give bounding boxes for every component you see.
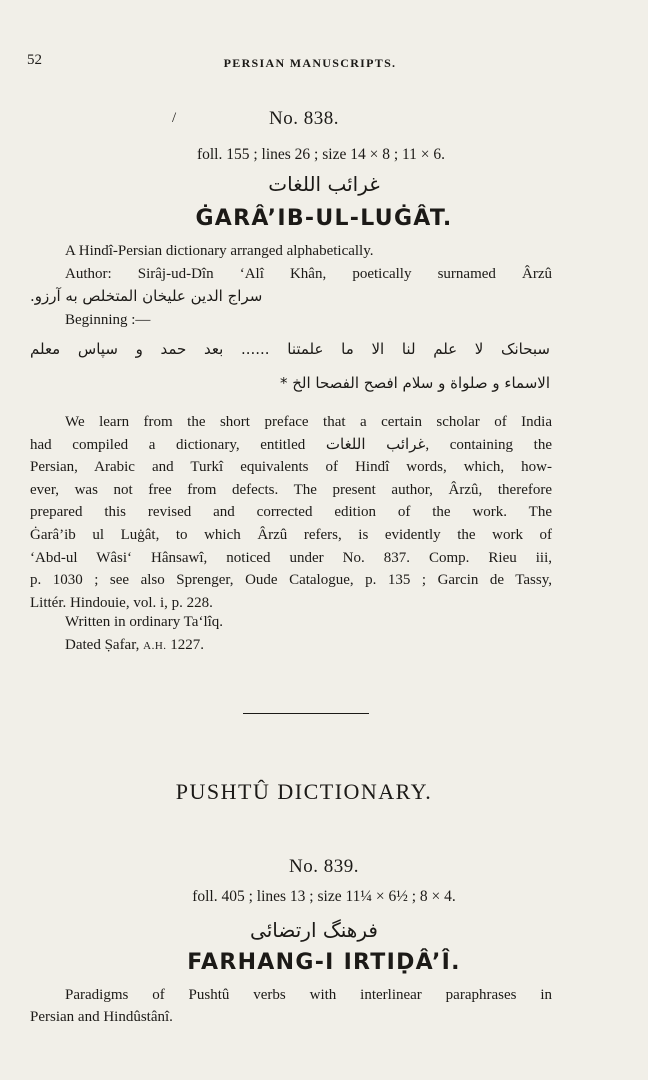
- body-line: ‘Abd-ul Wâsi‘ Hânsawî, noticed under No. 837. Comp. Rieu iii,: [30, 549, 552, 566]
- entry-838-number: No. 838.: [269, 108, 339, 129]
- section-heading: PUSHTÛ DICTIONARY.: [175, 779, 433, 804]
- entry-839-description-line-2: Persian and Hindûstânî.: [30, 1009, 173, 1025]
- entry-839-number: No. 839.: [289, 856, 359, 877]
- page-number: 52: [27, 52, 42, 68]
- stray-pen-mark: /: [172, 110, 177, 126]
- running-head: PERSIAN MANUSCRIPTS.: [223, 56, 397, 70]
- body-line: Ġarâ’ib ul Luġât, to which Ârzû refers, is evidently the work of: [30, 526, 552, 543]
- entry-838-beginning-arabic-1: سبحانک لا علم لنا الا ما علمتنا ...... بعد حمد و سپاس معلم: [30, 340, 550, 358]
- entry-838-author-arabic: سراج الدين عليخان المتخلص به آرزو.: [30, 287, 263, 305]
- entry-839-title: FARHANG-I IRTIḌÂ’Î.: [187, 950, 461, 975]
- dated-prefix: Dated Ṣafar,: [65, 637, 140, 653]
- dated-era: A.H.: [143, 640, 167, 652]
- entry-838-author-line: Author: Sirâj-ud-Dîn ‘Alî Khân, poetically surnamed Ârzû: [65, 266, 552, 282]
- body-line: Persian, Arabic and Turkî equivalents of Hindî words, which, how-: [30, 459, 552, 476]
- body-line: prepared this revised and corrected edition of the work. The: [30, 504, 552, 521]
- body-line: Littér. Hindouie, vol. i, p. 228.: [30, 594, 213, 611]
- entry-838-dated-line: [65, 637, 204, 654]
- entry-839-description-line-1: Paradigms of Pushtû verbs with interlinear paraphrases in: [65, 987, 552, 1003]
- entry-838-arabic-title: غرائب اللغات: [268, 172, 380, 196]
- dated-year: 1227.: [170, 637, 205, 653]
- section-divider: [243, 713, 369, 714]
- body-line: We learn from the short preface that a certain scholar of India: [65, 414, 552, 430]
- entry-838-body-paragraph: [30, 411, 552, 614]
- entry-839-arabic-title: فرهنگ ارتضائی: [250, 918, 378, 942]
- body-line: had compiled a dictionary, entitled غرائب اللغات, containing the: [30, 436, 552, 453]
- entry-839-physical-description: foll. 405 ; lines 13 ; size 11¼ × 6½ ; 8 × 4.: [192, 888, 456, 905]
- entry-838-script-line: Written in ordinary Ta‘lîq.: [65, 614, 224, 630]
- entry-838-description: A Hindî-Persian dictionary arranged alphabetically.: [65, 243, 374, 259]
- body-line: p. 1030 ; see also Sprenger, Oude Catalogue, p. 135 ; Garcin de Tassy,: [30, 572, 552, 589]
- entry-838-beginning-arabic-2: الاسماء و صلواة و سلام افصح الفصحا الخ *: [279, 374, 550, 392]
- body-line: ever, was not free from defects. The present author, Ârzû, therefore: [30, 481, 552, 498]
- entry-838-beginning-label: Beginning :—: [65, 312, 151, 328]
- entry-838-physical-description: foll. 155 ; lines 26 ; size 14 × 8 ; 11 × 6.: [196, 146, 446, 163]
- entry-838-title: ĠARÂ’IB-UL-LUĠÂT.: [195, 206, 453, 231]
